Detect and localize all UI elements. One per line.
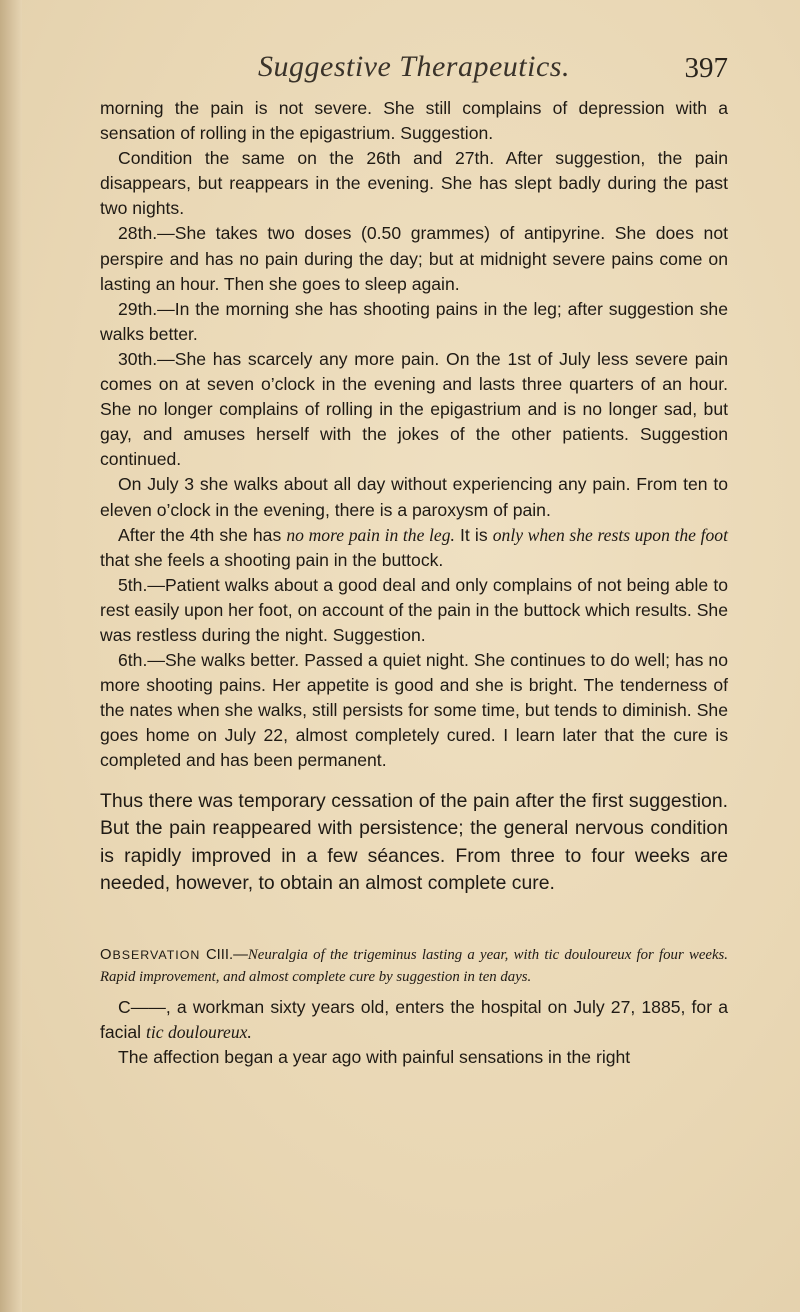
summary-paragraph: Thus there was temporary cessation of the pain after the first suggestion. But the pain reappeared with persistence; the general nervous condition is rapidly improved in a few séances. From three to four weeks are needed, however, to obtain an almost complete cure. <box>100 789 728 895</box>
observation-label-initial: O <box>100 946 113 963</box>
observation-number: CIII.— <box>200 946 248 963</box>
paragraph <box>100 995 728 1045</box>
page-number: 397 <box>684 52 728 84</box>
paragraph: 29th.—In the morning she has shooting pains in the leg; after suggestion she walks better. <box>100 298 728 344</box>
paragraph: Condition the same on the 26th and 27th. After suggestion, the pain disappears, but reappears in the evening. She has slept badly during the past two nights. <box>100 148 728 219</box>
paragraph: The affection began a year ago with painful sensations in the right <box>118 1047 631 1068</box>
page-header <box>100 44 728 84</box>
observation-title: Neuralgia of the trigeminus lasting a year, with tic douloureux for four weeks. Rapid improvement, and almost complete cure by suggestion in ten days. <box>100 946 728 985</box>
paragraph: On July 3 she walks about all day without experiencing any pain. From ten to eleven o’clock in the evening, there is a paroxysm of pain. <box>100 474 728 520</box>
page-body <box>100 96 728 1070</box>
text-run: It is <box>454 524 493 545</box>
paragraph: 5th.—Patient walks about a good deal and only complains of not being able to rest easily upon her foot, on account of the pain in the buttock which results. She was restless during the night. Suggestion. <box>100 574 728 645</box>
paragraph: 6th.—She walks better. Passed a quiet night. She continues to do well; has no more shooting pains. Her appetite is good and she is bright. The tenderness of the nates when she walks, still persists for some time, but tends to diminish. She goes home on July 22, almost completely cured. I learn later that the cure is completed and has been permanent. <box>100 650 728 771</box>
paragraph: 30th.—She has scarcely any more pain. On the 1st of July less severe pain comes on at seven o’clock in the evening and lasts three quarters of an hour. She no longer complains of rolling in the epigastrium and is no longer sad, but gay, and amuses herself with the jokes of the other patients. Suggestion continued. <box>100 348 728 470</box>
text-run: C——, a workman sixty years old, enters the hospital on July 27, 1885, for a facial <box>100 996 728 1042</box>
italic-text: no more pain in the leg. <box>286 524 455 545</box>
paragraph: morning the pain is not severe. She still complains of depression with a sensation of rolling in the epigastrium. Suggestion. <box>100 98 728 144</box>
observation-label <box>100 947 200 963</box>
running-title: Suggestive Therapeutics. <box>258 50 570 83</box>
text-run: that she feels a shooting pain in the buttock. <box>100 549 444 570</box>
italic-text: tic douloureux. <box>145 1022 252 1042</box>
observation-heading <box>100 944 728 988</box>
paragraph <box>100 523 728 573</box>
italic-text: only when she rests upon the foot <box>492 524 728 545</box>
text-run: After the 4th she has <box>118 524 287 545</box>
paragraph: 28th.—She takes two doses (0.50 grammes) of antipyrine. She does not perspire and has no pain during the day; but at midnight severe pains come on lasting an hour. Then she goes to sleep again. <box>100 223 728 294</box>
observation-label-rest: BSERVATION <box>112 947 201 962</box>
page-gutter-shadow <box>0 0 22 1312</box>
